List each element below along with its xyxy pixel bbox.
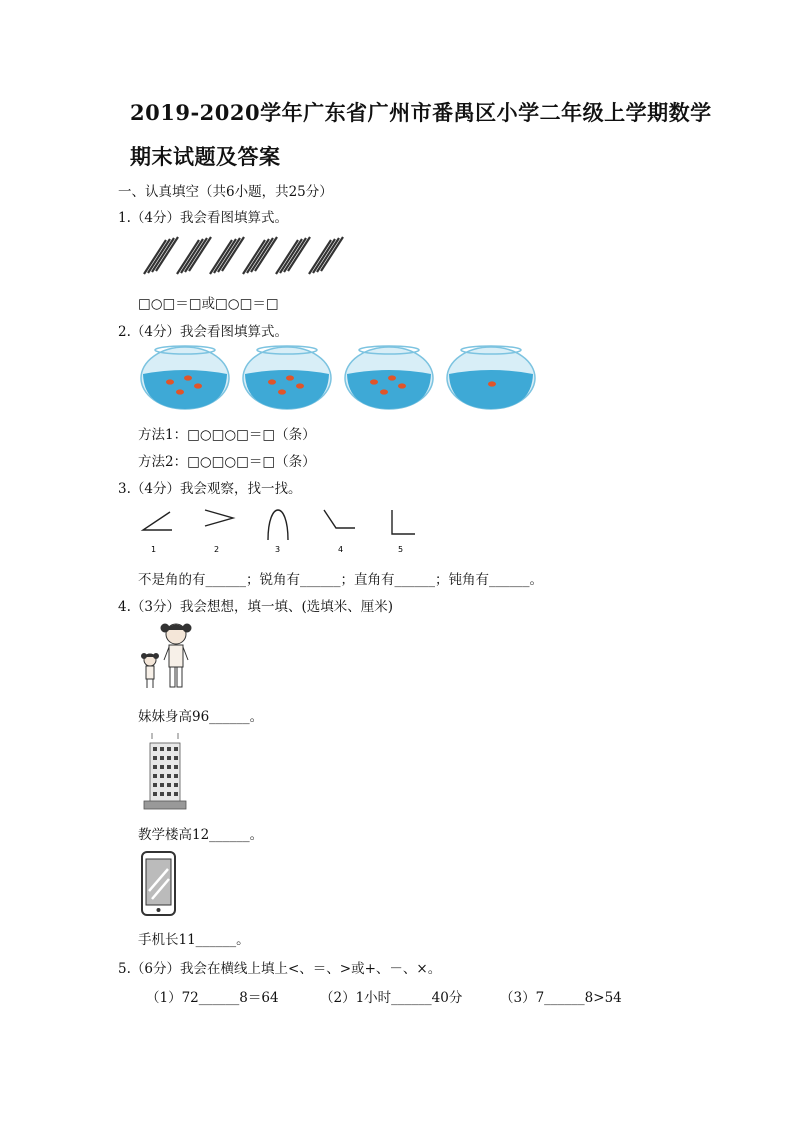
fishbowls-image bbox=[140, 344, 540, 414]
fish-icon bbox=[194, 383, 202, 388]
window-icon bbox=[174, 765, 178, 769]
angle-shapes-image bbox=[140, 504, 430, 556]
question-3-answer: 不是角的有______；锐角有______；直角有______；钝角有______。 bbox=[138, 572, 543, 588]
window-icon bbox=[167, 792, 171, 796]
window-icon bbox=[167, 747, 171, 751]
shape-4-angle-icon bbox=[324, 510, 355, 528]
shape-1-angle-icon bbox=[143, 512, 172, 530]
fish-icon bbox=[278, 389, 286, 394]
question-1-formula: □○□＝□或□○□＝□ bbox=[138, 296, 279, 312]
window-icon bbox=[174, 747, 178, 751]
shape-label-5: 5 bbox=[398, 545, 404, 554]
fish-icon bbox=[370, 379, 378, 384]
window-icon bbox=[153, 783, 157, 787]
document-title-line1: 2019-2020学年广东省广州市番禺区小学二年级上学期数学 bbox=[130, 100, 712, 125]
question-4-item-3: 手机长11______。 bbox=[138, 932, 250, 948]
school-building-image bbox=[140, 731, 190, 811]
window-icon bbox=[174, 756, 178, 760]
question-5-part-2: （2）1小时______40分 bbox=[320, 990, 463, 1006]
window-icon bbox=[153, 756, 157, 760]
shape-2-angle-icon bbox=[205, 510, 233, 526]
fish-icon bbox=[398, 383, 406, 388]
question-5-label: 5.（6分）我会在横线上填上<、＝、>或+、－、×。 bbox=[118, 961, 442, 977]
fish-icon bbox=[296, 383, 304, 388]
question-3-label: 3.（4分）我会观察，找一找。 bbox=[118, 481, 302, 497]
window-icon bbox=[153, 747, 157, 751]
fish-icon bbox=[268, 379, 276, 384]
window-icon bbox=[174, 792, 178, 796]
window-icon bbox=[167, 756, 171, 760]
section-heading: 一、认真填空（共6小题，共25分） bbox=[118, 184, 333, 200]
fish-icon bbox=[286, 375, 294, 380]
window-icon bbox=[160, 756, 164, 760]
question-2-method-1: 方法1：□○□○□＝□（条） bbox=[138, 427, 316, 443]
phone-image bbox=[140, 851, 178, 917]
window-icon bbox=[167, 783, 171, 787]
window-icon bbox=[153, 765, 157, 769]
question-5-part-1: （1）72______8＝64 bbox=[146, 990, 279, 1006]
window-icon bbox=[153, 792, 157, 796]
shape-label-3: 3 bbox=[275, 545, 281, 554]
window-icon bbox=[160, 747, 164, 751]
question-4-item-2: 教学楼高12______。 bbox=[138, 827, 264, 843]
window-icon bbox=[167, 765, 171, 769]
shape-5-right-angle-icon bbox=[392, 510, 415, 534]
girls-image bbox=[138, 620, 200, 692]
fish-icon bbox=[388, 375, 396, 380]
window-icon bbox=[160, 792, 164, 796]
fish-icon bbox=[488, 381, 496, 386]
fishbowl-icon bbox=[447, 346, 535, 409]
window-icon bbox=[160, 783, 164, 787]
question-1-label: 1.（4分）我会看图填算式。 bbox=[118, 210, 288, 226]
shape-3-curve-icon bbox=[268, 510, 288, 540]
window-icon bbox=[153, 774, 157, 778]
window-icon bbox=[174, 774, 178, 778]
fish-icon bbox=[184, 375, 192, 380]
question-5-part-3: （3）7______8>54 bbox=[500, 990, 622, 1006]
question-4-item-1: 妹妹身高96______。 bbox=[138, 709, 264, 725]
fish-icon bbox=[380, 389, 388, 394]
window-icon bbox=[174, 783, 178, 787]
window-icon bbox=[160, 774, 164, 778]
question-2-label: 2.（4分）我会看图填算式。 bbox=[118, 324, 288, 340]
fish-icon bbox=[176, 389, 184, 394]
window-icon bbox=[167, 774, 171, 778]
shape-label-2: 2 bbox=[214, 545, 220, 554]
window-icon bbox=[160, 765, 164, 769]
pencil-bundles-image bbox=[140, 234, 350, 278]
shape-label-4: 4 bbox=[338, 545, 344, 554]
fish-icon bbox=[166, 379, 174, 384]
document-title-line2: 期末试题及答案 bbox=[130, 144, 281, 169]
question-2-method-2: 方法2：□○□○□＝□（条） bbox=[138, 454, 316, 470]
question-4-label: 4.（3分）我会想想，填一填、(选填米、厘米) bbox=[118, 599, 394, 615]
shape-label-1: 1 bbox=[151, 545, 157, 554]
